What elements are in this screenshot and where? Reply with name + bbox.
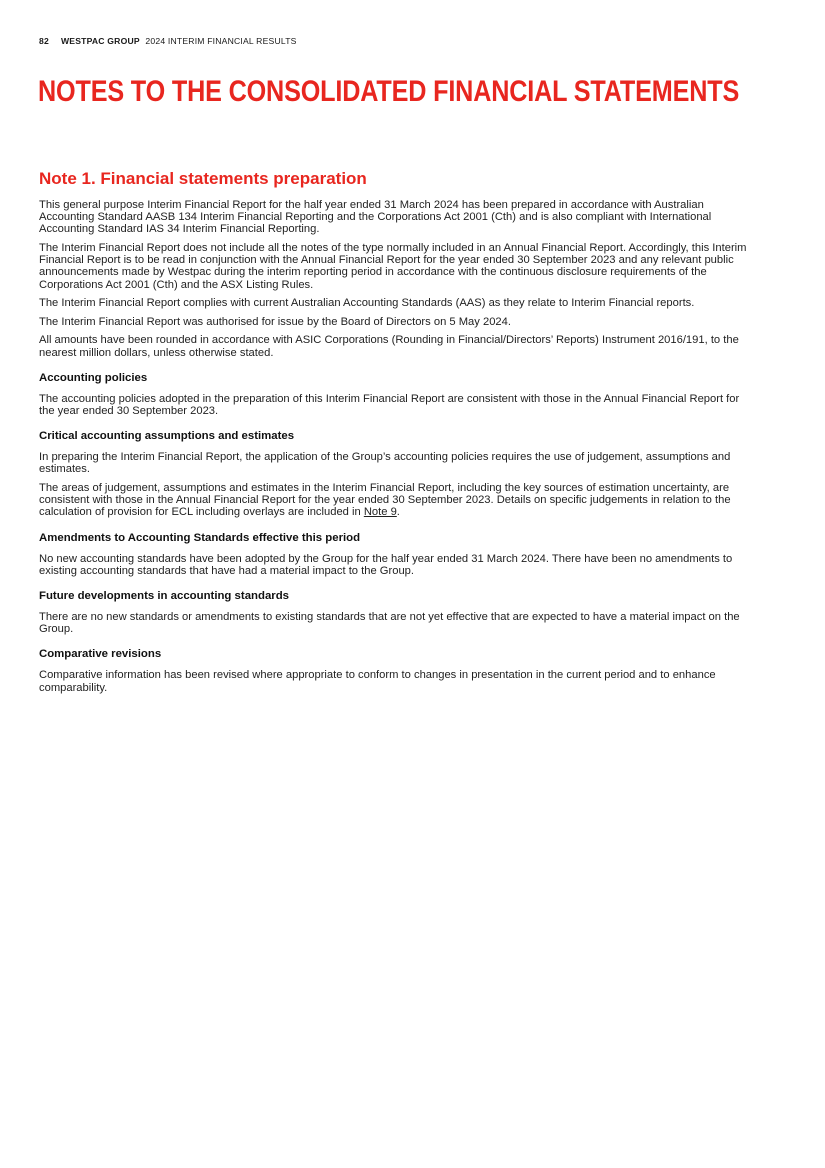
future-developments-text: There are no new standards or amendments to existing standards that are not yet effective that are expected to have a material impact on the Group. [39,611,740,636]
critical-assumptions-heading: Critical accounting assumptions and estimates [39,430,295,443]
accounting-policies-heading: Accounting policies [39,371,148,384]
critical-assumptions-detail [39,482,749,519]
intro-paragraph: The Interim Financial Report complies with current Australian Accounting Standards (AAS) as they relate to Interim Financial reports. [39,297,695,310]
future-developments-heading: Future developments in accounting standards [39,590,289,603]
amendments-heading: Amendments to Accounting Standards effective this period [39,531,361,544]
note-9-link[interactable]: Note 9 [363,506,397,519]
critical-assumptions-detail-end: . [396,506,400,519]
page-number: 82 [39,36,49,46]
critical-assumptions-text: In preparing the Interim Financial Report, the application of the Group’s accounting policies requires the use of judgement, assumptions and estimates. [39,451,731,476]
report-name: 2024 INTERIM FINANCIAL RESULTS [145,36,297,46]
accounting-policies-text: The accounting policies adopted in the preparation of this Interim Financial Report are consistent with those in the Annual Financial Report for the year ended 30 September 2023. [39,392,740,417]
intro-paragraph: This general purpose Interim Financial Report for the half year ended 31 March 2024 has been prepared in accordance with Australian Accounting Standard AASB 134 Interim Financial Reporting and the Corporations Act 2001 (Cth) and is also compliant with International Accounting Standard IAS 34 Interim Financial Reporting. [39,199,712,236]
page-title: NOTES TO THE CONSOLIDATED FINANCIAL STATEMENTS [38,75,740,108]
comparative-revisions-text: Comparative information has been revised where appropriate to conform to changes in presentation in the current period and to enhance comparability. [39,669,716,694]
page-header [39,36,297,46]
brand-name: WESTPAC GROUP [60,36,140,46]
amendments-text: No new accounting standards have been adopted by the Group for the half year ended 31 March 2024. There have been no amendments to existing accounting standards that have had a material impact to the Group. [39,552,733,577]
intro-paragraph: All amounts have been rounded in accordance with ASIC Corporations (Rounding in Financial/Directors’ Reports) Instrument 2016/191, to the nearest million dollars, unless otherwise stated. [39,334,739,359]
note-title: Note 1. Financial statements preparation [39,169,367,188]
note-content [39,168,749,700]
intro-paragraph: The Interim Financial Report was authorised for issue by the Board of Directors on 5 May 2024. [39,315,511,328]
intro-paragraph: The Interim Financial Report does not include all the notes of the type normally included in an Annual Financial Report. Accordingly, this Interim Financial Report is to be read in conjunction with the Annual Financial Report for the year ended 30 September 2023 and any relevant public announcements made by Westpac during the interim reporting period in accordance with the continuous disclosure requirements of the Corporations Act 2001 (Cth) and the ASX Listing Rules. [39,242,747,291]
comparative-revisions-heading: Comparative revisions [39,648,162,661]
critical-assumptions-detail-text: The areas of judgement, assumptions and estimates in the Interim Financial Report, including the key sources of estimation uncertainty, are consistent with those in the Annual Financial Report for the year ended 30 September 2023. Details on specific judgements in relation to the calculation of provision for ECL including overlays are included in [39,482,731,519]
